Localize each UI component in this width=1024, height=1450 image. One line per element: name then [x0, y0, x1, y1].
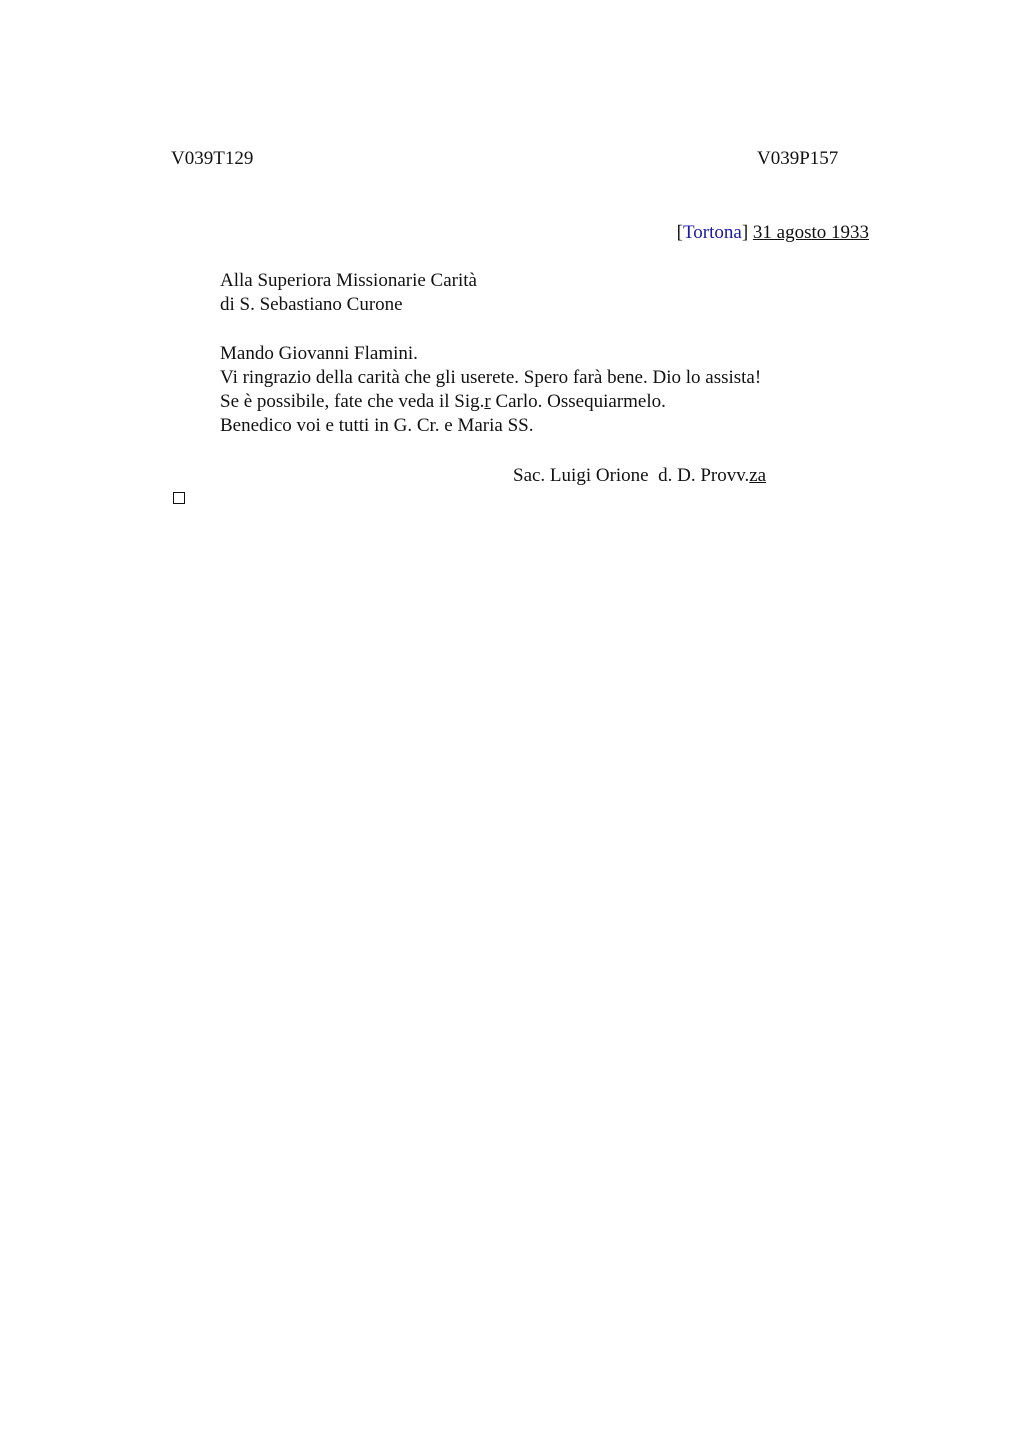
signature-suffix: za	[749, 465, 767, 486]
body-line-1: Mando Giovanni Flamini.	[220, 343, 418, 364]
body-line-3	[220, 390, 761, 414]
dateline-place: Tortona	[682, 222, 742, 243]
letter-body	[220, 342, 761, 438]
recipient-line-2: di S. Sebastiano Curone	[220, 294, 403, 315]
body-line-3-after: Carlo. Ossequiarmelo.	[490, 391, 666, 412]
body-line-2: Vi ringrazio della carità che gli userete. Spero farà bene. Dio lo assista!	[220, 367, 762, 388]
dateline	[677, 221, 869, 245]
dateline-open-bracket: [	[676, 222, 683, 243]
signature-text: Sac. Luigi Orione d. D. Provv.	[513, 465, 750, 486]
body-line-3-abbrev: r	[484, 391, 491, 412]
body-line-3-before: Se è possibile, fate che veda il Sig.	[220, 391, 485, 412]
document-code-left: V039T129	[171, 148, 254, 169]
end-marker-box-icon	[173, 492, 185, 504]
dateline-date: 31 agosto 1933	[752, 222, 869, 243]
recipient-block	[220, 269, 477, 317]
recipient-line-1: Alla Superiora Missionarie Carità	[220, 270, 477, 291]
signature	[513, 464, 766, 488]
document-code-right: V039P157	[757, 148, 839, 169]
body-line-4: Benedico voi e tutti in G. Cr. e Maria SS.	[220, 415, 534, 436]
dateline-close-bracket: ]	[741, 222, 749, 243]
